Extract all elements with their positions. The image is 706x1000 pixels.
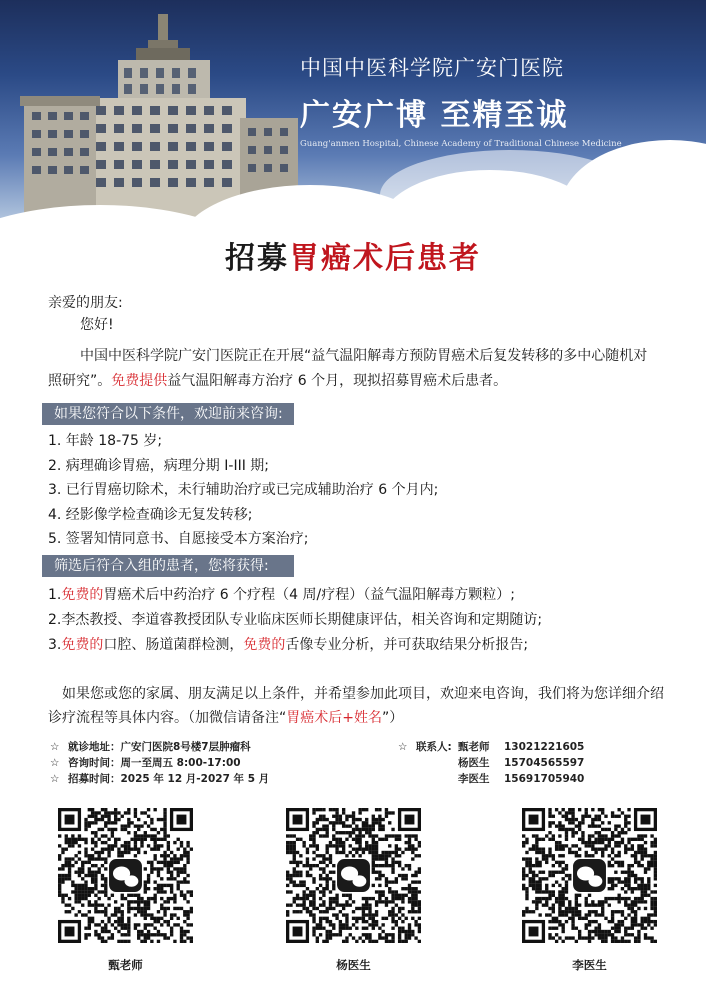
intro-line-2 xyxy=(48,369,507,393)
free-provision-highlight: 免费提供 xyxy=(111,373,168,389)
recruit-period: 招募时间：2025 年 12 月-2027 年 5 月 xyxy=(68,773,270,785)
hospital-slogan: 广安广博 至精至诚 xyxy=(300,98,569,133)
star-icon: ☆ xyxy=(50,757,60,769)
wechat-qr-code-2[interactable] xyxy=(286,808,421,943)
contact-name: 李医生 xyxy=(458,773,490,785)
contact-phone[interactable]: 15691705940 xyxy=(504,773,585,785)
page-title xyxy=(0,233,706,277)
criteria-header: 如果您符合以下条件，欢迎前来咨询: xyxy=(42,403,294,425)
benefits-header: 筛选后符合入组的患者，您将获得: xyxy=(42,555,294,577)
intro-line-1: 中国中医科学院广安门医院正在开展“益气温阳解毒方预防胃癌术后复发转移的多中心随机对 xyxy=(80,348,648,364)
closing-line-1: 如果您或您的家属、朋友满足以上条件，并希望参加此项目，欢迎来电咨询，我们将为您详细介绍 xyxy=(62,686,664,702)
star-icon: ☆ xyxy=(50,773,60,785)
wechat-qr-code-1[interactable] xyxy=(58,808,193,943)
free-highlight: 免费的 xyxy=(61,637,104,653)
benefit-number: 1. xyxy=(48,587,62,603)
wechat-logo-icon xyxy=(573,859,606,892)
contact-info xyxy=(398,739,584,787)
benefit-item xyxy=(48,583,542,608)
closing-line-2 xyxy=(48,706,403,730)
contact-name: 杨医生 xyxy=(458,757,490,769)
visit-info xyxy=(50,739,269,787)
criteria-item: 2. 病理确诊胃癌，病理分期 I-III 期; xyxy=(48,457,269,474)
contact-phone[interactable]: 13021221605 xyxy=(504,741,585,753)
hospital-name: 中国中医科学院广安门医院 xyxy=(300,56,564,80)
benefit-item xyxy=(48,633,542,658)
wechat-logo-icon xyxy=(337,859,370,892)
star-icon: ☆ xyxy=(50,741,60,753)
header-banner xyxy=(0,0,706,250)
benefits-list xyxy=(48,583,542,658)
closing-line-2-start: 诊疗流程等具体内容。（加微信请备注“ xyxy=(48,710,287,726)
wechat-note-highlight: 胃癌术后+姓名 xyxy=(286,710,382,726)
hospital-english-name: Guang'anmen Hospital, Chinese Academy of Traditional Chinese Medicine xyxy=(300,139,622,149)
criteria-item: 3. 已行胃癌切除术，未行辅助治疗或已完成辅助治疗 6 个月内; xyxy=(48,482,439,498)
criteria-list xyxy=(48,429,438,552)
criteria-item: 1. 年龄 18-75 岁; xyxy=(48,433,163,449)
benefit-number: 3. xyxy=(48,637,62,653)
criteria-item: 5. 签署知情同意书、自愿接受本方案治疗; xyxy=(48,531,309,547)
title-prefix: 招募 xyxy=(225,241,289,276)
contact-name: 甄老师 xyxy=(458,741,490,753)
benefit-item: 2.李杰教授、李道睿教授团队专业临床医师长期健康评估，相关咨询和定期随访; xyxy=(48,612,543,628)
free-highlight: 免费的 xyxy=(243,637,286,653)
intro-line-2-end: 益气温阳解毒方治疗 6 个月，现拟招募胃癌术后患者。 xyxy=(167,373,508,389)
contacts-label: 联系人: xyxy=(416,741,452,753)
star-icon: ☆ xyxy=(398,741,408,753)
qr-caption: 甄老师 xyxy=(108,958,143,972)
intro-line-2-start: 照研究”。 xyxy=(48,373,112,389)
greeting-salutation: 亲爱的朋友: xyxy=(48,295,123,311)
greeting-hello: 您好! xyxy=(80,317,114,333)
benefit-text: 胃癌术后中药治疗 6 个疗程（4 周/疗程）（益气温阳解毒方颗粒）; xyxy=(103,587,515,603)
banner-text xyxy=(300,52,622,149)
visit-address: 就诊地址：广安门医院8号楼7层肿瘤科 xyxy=(68,741,251,753)
wechat-logo-icon xyxy=(109,859,142,892)
benefit-text: 舌像专业分析，并可获取结果分析报告; xyxy=(285,637,529,653)
qr-caption: 杨医生 xyxy=(336,958,371,972)
consult-hours: 咨询时间：周一至周五 8:00-17:00 xyxy=(68,757,241,769)
contact-phone[interactable]: 15704565597 xyxy=(504,757,585,769)
free-highlight: 免费的 xyxy=(61,587,104,603)
benefit-text: 口腔、肠道菌群检测， xyxy=(103,637,244,653)
criteria-item: 4. 经影像学检查确诊无复发转移; xyxy=(48,506,253,523)
qr-caption: 李医生 xyxy=(572,958,607,972)
title-highlight: 胃癌术后患者 xyxy=(289,241,481,276)
closing-line-2-end: ”） xyxy=(382,710,404,726)
wechat-qr-code-3[interactable] xyxy=(522,808,657,943)
